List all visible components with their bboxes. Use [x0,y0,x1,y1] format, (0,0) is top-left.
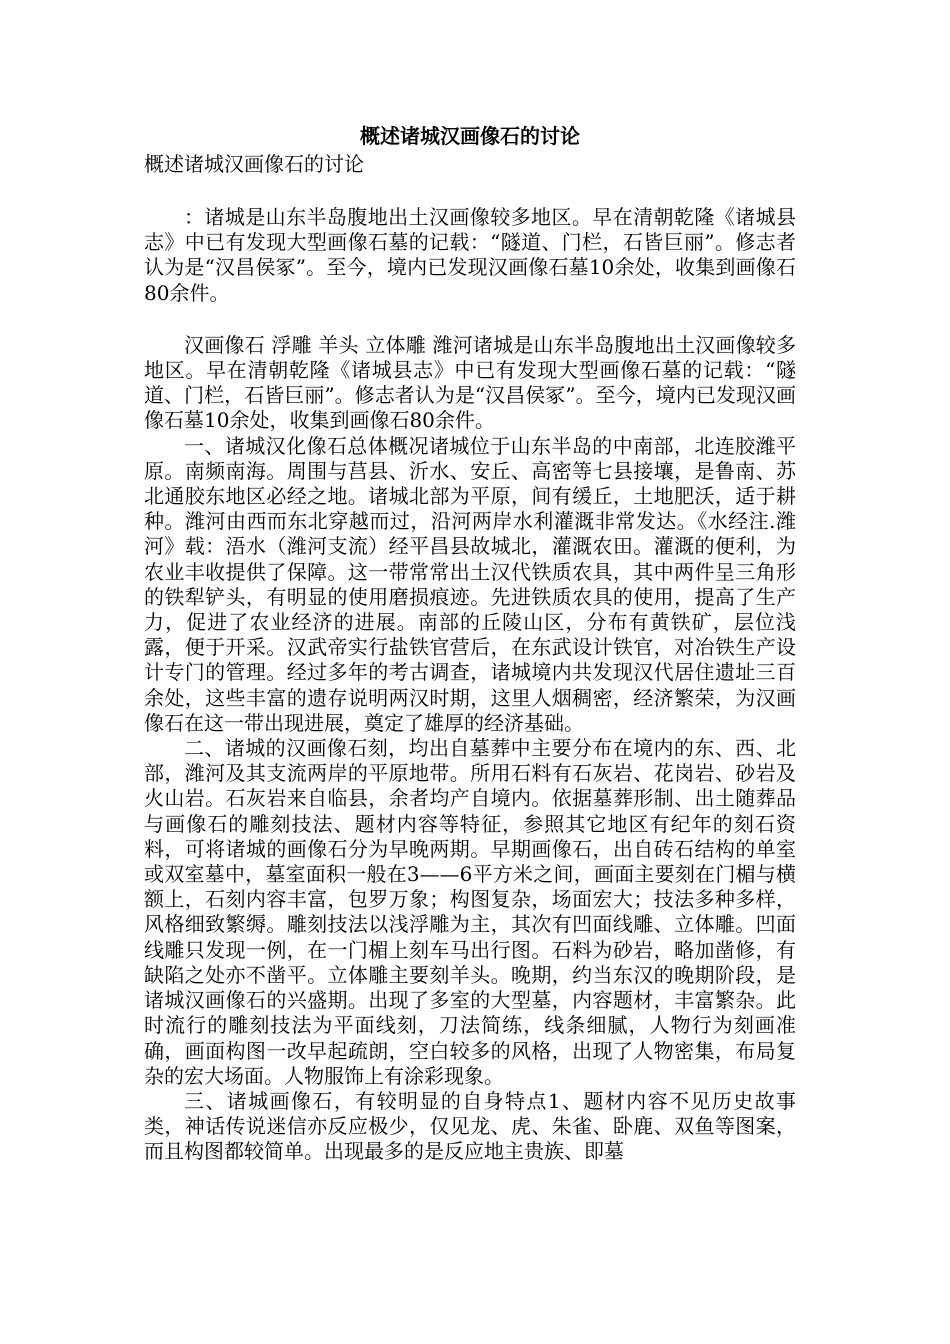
document-title: 概述诸城汉画像石的讨论 [360,124,580,148]
document-body [144,122,796,1165]
section-three-paragraph: 三、诸城画像石，有较明显的自身特点1、题材内容不见历史故事类，神话传说迷信亦反应极少，仅见龙、虎、朱雀、卧鹿、双鱼等图案，而且构图都较简单。出现最多的是反应地主贵族、即墓 [144,1088,796,1164]
keywords-paragraph: 汉画像石 浮雕 羊头 立体雕 潍河诸城是山东半岛腹地出土汉画像较多地区。早在清朝乾隆《诸城县志》中已有发现大型画像石墓的记载：“隧道、门栏，石皆巨丽”。修志者认为是“汉昌侯冢”。至今，境内已发现汉画像石墓10余处，收集到画像石80余件。 [144,332,796,433]
document-subtitle: 概述诸城汉画像石的讨论 [144,152,364,176]
section-two-paragraph: 二、诸城的汉画像石刻，均出自墓葬中主要分布在境内的东、西、北部，潍河及其支流两岸的平原地带。所用石料有石灰岩、花岗岩、砂岩及火山岩。石灰岩来自临县，余者均产自境内。依据墓葬形制、出土随葬品与画像石的雕刻技法、题材内容等特征，参照其它地区有纪年的刻石资料，可将诸城的画像石分为早晚两期。早期画像石，出自砖石结构的单室或双室墓中，墓室面积一般在3——6平方米之间，画面主要刻在门楣与横额上，石刻内容丰富，包罗万象；构图复杂，场面宏大；技法多种多样，风格细致繁缛。雕刻技法以浅浮雕为主，其次有凹面线雕、立体雕。凹面线雕只发现一例，在一门楣上刻车马出行图。石料为砂岩，略加凿修，有缺陷之处亦不凿平。立体雕主要刻羊头。晚期，约当东汉的晚期阶段，是诸城汉画像石的兴盛期。出现了多室的大型墓，内容题材，丰富繁杂。此时流行的雕刻技法为平面线刻，刀法简练，线条细腻，人物行为刻画准确，画面构图一改早起疏朗，空白较多的风格，出现了人物密集，布局复杂的宏大场面。人物服饰上有涂彩现象。 [144,736,796,1088]
section-one-paragraph: 一、诸城汉化像石总体概况诸城位于山东半岛的中南部，北连胶潍平原。南频南海。周围与莒县、沂水、安丘、高密等七县接壤，是鲁南、苏北通胶东地区必经之地。诸城北部为平原，间有缓丘，土地肥沃，适于耕种。潍河由西而东北穿越而过，沿河两岸水利灌溉非常发达。《水经注.潍河》载：浯水（潍河支流）经平昌县故城北，灌溉农田。灌溉的便利，为农业丰收提供了保障。这一带常常出土汉代铁质农具，其中两件呈三角形的铁犁铲头，有明显的使用磨损痕迹。先进铁质农具的使用，提高了生产力，促进了农业经济的进展。南部的丘陵山区，分布有黄铁矿，层位浅露，便于开采。汉武帝实行盐铁官营后，在东武设计铁官，对冶铁生产设计专门的管理。经过多年的考古调查，诸城境内共发现汉代居住遗址三百余处，这些丰富的遗存说明两汉时期，这里人烟稠密，经济繁荣，为汉画像石在这一带出现进展，奠定了雄厚的经济基础。 [144,433,796,735]
abstract-paragraph: ：诸城是山东半岛腹地出土汉画像较多地区。早在清朝乾隆《诸城县志》中已有发现大型画像石墓的记载：“隧道、门栏，石皆巨丽”。修志者认为是“汉昌侯冢”。至今，境内已发现汉画像石墓10余处，收集到画像石80余件。 [144,205,796,305]
